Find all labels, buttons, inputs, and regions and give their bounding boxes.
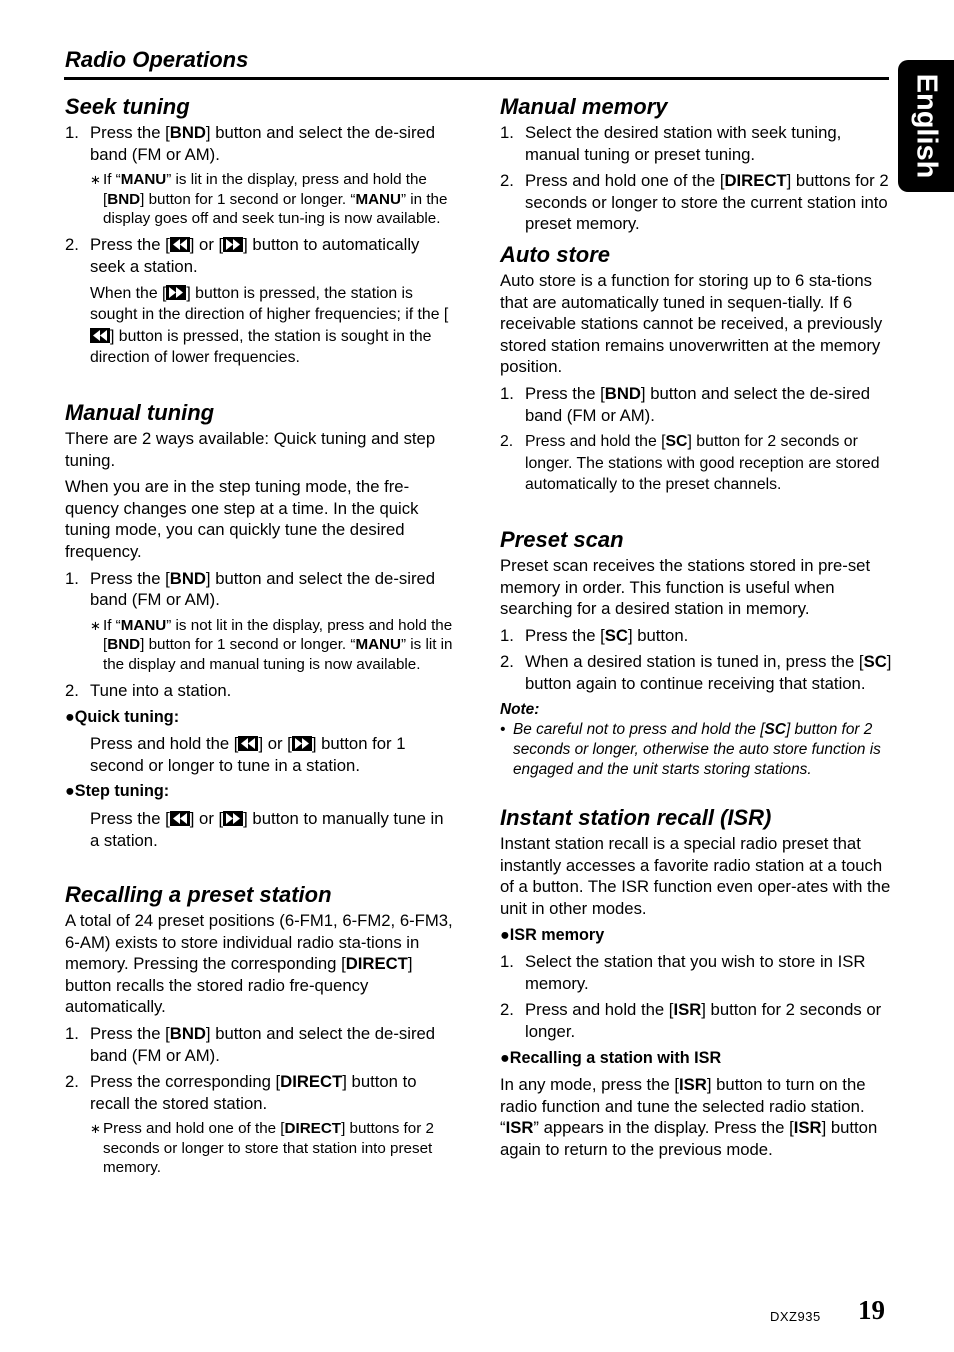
list-item bbox=[500, 170, 892, 235]
step-number: 2. bbox=[500, 433, 514, 451]
footnote-text: If “MANU” is not lit in the display, press and hold the [BND] button for 1 second or longer. “MANU” is lit in the display and manual tuning is now available. bbox=[103, 616, 453, 673]
page-number: 19 bbox=[858, 1295, 885, 1325]
bullet-mark: • bbox=[500, 721, 506, 739]
seek-up-icon bbox=[166, 285, 186, 300]
note bbox=[500, 720, 892, 779]
step-number: 2. bbox=[65, 680, 79, 700]
manual-tuning-heading: Manual tuning bbox=[65, 399, 215, 425]
manual-memory-heading: Manual memory bbox=[500, 94, 668, 119]
isr-heading: Instant station recall (ISR) bbox=[500, 805, 772, 831]
seek-down-icon bbox=[90, 328, 110, 343]
step-number: 2. bbox=[500, 652, 514, 672]
step-tuning-text: Press the [ ] or [ ] button to manually tune in a station. bbox=[90, 808, 444, 850]
right-column bbox=[500, 92, 892, 1166]
list-item bbox=[500, 122, 892, 165]
footnote bbox=[90, 170, 455, 228]
step-number: 1. bbox=[500, 952, 514, 972]
paragraph: Preset scan receives the stations stored in pre-set memory in order. This function is useful when searching for a desired station in memory. bbox=[500, 555, 871, 619]
step-text: Press the [BND] button and select the de-sired band (FM or AM). bbox=[90, 1024, 436, 1065]
list-item bbox=[65, 234, 455, 277]
list-item bbox=[500, 999, 892, 1042]
language-tab bbox=[898, 60, 954, 192]
list-item bbox=[65, 122, 455, 165]
seek-up-icon bbox=[292, 736, 312, 751]
footnote-text: If “MANU” is lit in the display, press and hold the [BND] button for 1 second or longer. “MANU” in the display goes off and seek tun-ing is now available. bbox=[103, 171, 448, 227]
paragraph: When you are in the step tuning mode, the fre-quency changes one step at a time. In the quick tuning mode, you can quickly tune the desired frequency. bbox=[65, 477, 419, 561]
paragraph: In any mode, press the [ISR] button to turn on the radio function and tune the selected radio station. “ISR” appears in the display. Press the [ISR] button again to return to the previous mode. bbox=[500, 1075, 878, 1159]
list-item bbox=[500, 383, 892, 426]
footnote bbox=[90, 1119, 455, 1177]
recalling-preset-heading: Recalling a preset station bbox=[65, 882, 332, 908]
step-explanation: When the [ ] button is pressed, the station is sought in the direction of higher frequencies; if the [] button is pressed, the station is sought in the direction of lower frequencies. bbox=[90, 284, 449, 367]
model-number: DXZ935 bbox=[770, 1309, 821, 1324]
list-item bbox=[65, 568, 455, 611]
step-number: 1. bbox=[500, 625, 514, 645]
list-item bbox=[65, 680, 455, 702]
paragraph: A total of 24 preset positions (6-FM1, 6-FM2, 6-FM3, 6-AM) exists to store individual radio sta-tions in memory. Pressing the corresponding [DIRECT] button recalls the stored radio fre-quency automatically. bbox=[65, 911, 453, 1017]
step-number: 2. bbox=[500, 171, 514, 191]
step-text: When a desired station is tuned in, press the [SC] button again to continue receiving that station. bbox=[525, 652, 892, 693]
step-number: 1. bbox=[65, 568, 79, 588]
list-item bbox=[65, 1023, 455, 1066]
list-item bbox=[500, 431, 892, 496]
step-text: Select the station that you wish to store in ISR memory. bbox=[525, 952, 866, 993]
note-title: Note: bbox=[500, 701, 540, 719]
quick-tuning-label: ●Quick tuning: bbox=[65, 707, 180, 726]
step-text: Press the [ ] or [ ] button to automatically seek a station. bbox=[90, 235, 420, 276]
language-tab-label: English bbox=[910, 73, 943, 179]
step-text: Press the [SC] button. bbox=[525, 625, 689, 645]
seek-down-icon bbox=[238, 736, 258, 751]
seek-up-icon bbox=[223, 237, 243, 252]
asterisk-mark: ∗ bbox=[90, 617, 101, 633]
step-text: Select the desired station with seek tuning, manual tuning or preset tuning. bbox=[525, 123, 842, 164]
paragraph: There are 2 ways available: Quick tuning and step tuning. bbox=[65, 428, 436, 470]
footnote bbox=[90, 616, 455, 674]
asterisk-mark: ∗ bbox=[90, 1121, 101, 1137]
step-number: 2. bbox=[65, 1072, 79, 1092]
footnote-text: Press and hold one of the [DIRECT] buttons for 2 seconds or longer to store that station into preset memory. bbox=[103, 1120, 434, 1177]
step-number: 2. bbox=[65, 235, 79, 255]
step-text: Press the [BND] button and select the de-sired band (FM or AM). bbox=[525, 383, 871, 425]
step-text: Press the [BND] button and select the de-sired band (FM or AM). bbox=[90, 123, 436, 164]
quick-tuning-text: Press and hold the [ ] or [ ] button for 1 second or longer to tune in a station. bbox=[90, 734, 406, 775]
step-text: Press the corresponding [DIRECT] button to recall the stored station. bbox=[90, 1072, 417, 1113]
note-text: Be careful not to press and hold the [SC] button for 2 seconds or longer, otherwise the auto store function is engaged and the unit starts storing stations. bbox=[513, 721, 881, 778]
step-number: 1. bbox=[65, 123, 79, 142]
section-title: Radio Operations bbox=[65, 47, 249, 72]
isr-recall-label: ●Recalling a station with ISR bbox=[500, 1048, 722, 1067]
seek-up-icon bbox=[223, 811, 243, 826]
step-number: 1. bbox=[500, 123, 514, 142]
seek-down-icon bbox=[170, 237, 190, 252]
step-number: 2. bbox=[500, 1000, 514, 1020]
preset-scan-heading: Preset scan bbox=[500, 526, 624, 552]
auto-store-heading: Auto store bbox=[500, 241, 610, 267]
paragraph: Instant station recall is a special radio preset that instantly accesses a favorite radio station at a touch of a button. The ISR function even oper-ates with the unit in other modes. bbox=[500, 834, 891, 919]
list-item bbox=[500, 651, 892, 694]
step-tuning-label: ●Step tuning: bbox=[65, 782, 170, 801]
step-number: 1. bbox=[500, 383, 514, 403]
list-item bbox=[500, 951, 892, 994]
asterisk-mark: ∗ bbox=[90, 172, 101, 188]
step-text: Press and hold the [ISR] button for 2 seconds or longer. bbox=[525, 1000, 882, 1041]
paragraph: Auto store is a function for storing up to 6 sta-tions that are automatically tuned in sequen-tially. If 6 receivable stations cannot be received, a previously stored station remains unoverwritten at the memory position. bbox=[500, 270, 883, 377]
seek-tuning-heading: Seek tuning bbox=[65, 94, 190, 119]
step-text: Press and hold the [SC] button for 2 seconds or longer. The stations with good reception are stored automatically to the preset channels. bbox=[525, 433, 880, 494]
isr-memory-label: ●ISR memory bbox=[500, 925, 605, 944]
step-number: 1. bbox=[65, 1024, 79, 1044]
left-column bbox=[65, 92, 455, 1184]
step-text: Press the [BND] button and select the de-sired band (FM or AM). bbox=[90, 568, 436, 610]
step-text: Press and hold one of the [DIRECT] buttons for 2 seconds or longer to store the current station into preset memory. bbox=[525, 171, 889, 234]
header-divider bbox=[64, 77, 889, 80]
list-item bbox=[65, 1071, 455, 1114]
seek-down-icon bbox=[170, 811, 190, 826]
step-text: Tune into a station. bbox=[90, 680, 232, 700]
list-item bbox=[500, 625, 892, 647]
